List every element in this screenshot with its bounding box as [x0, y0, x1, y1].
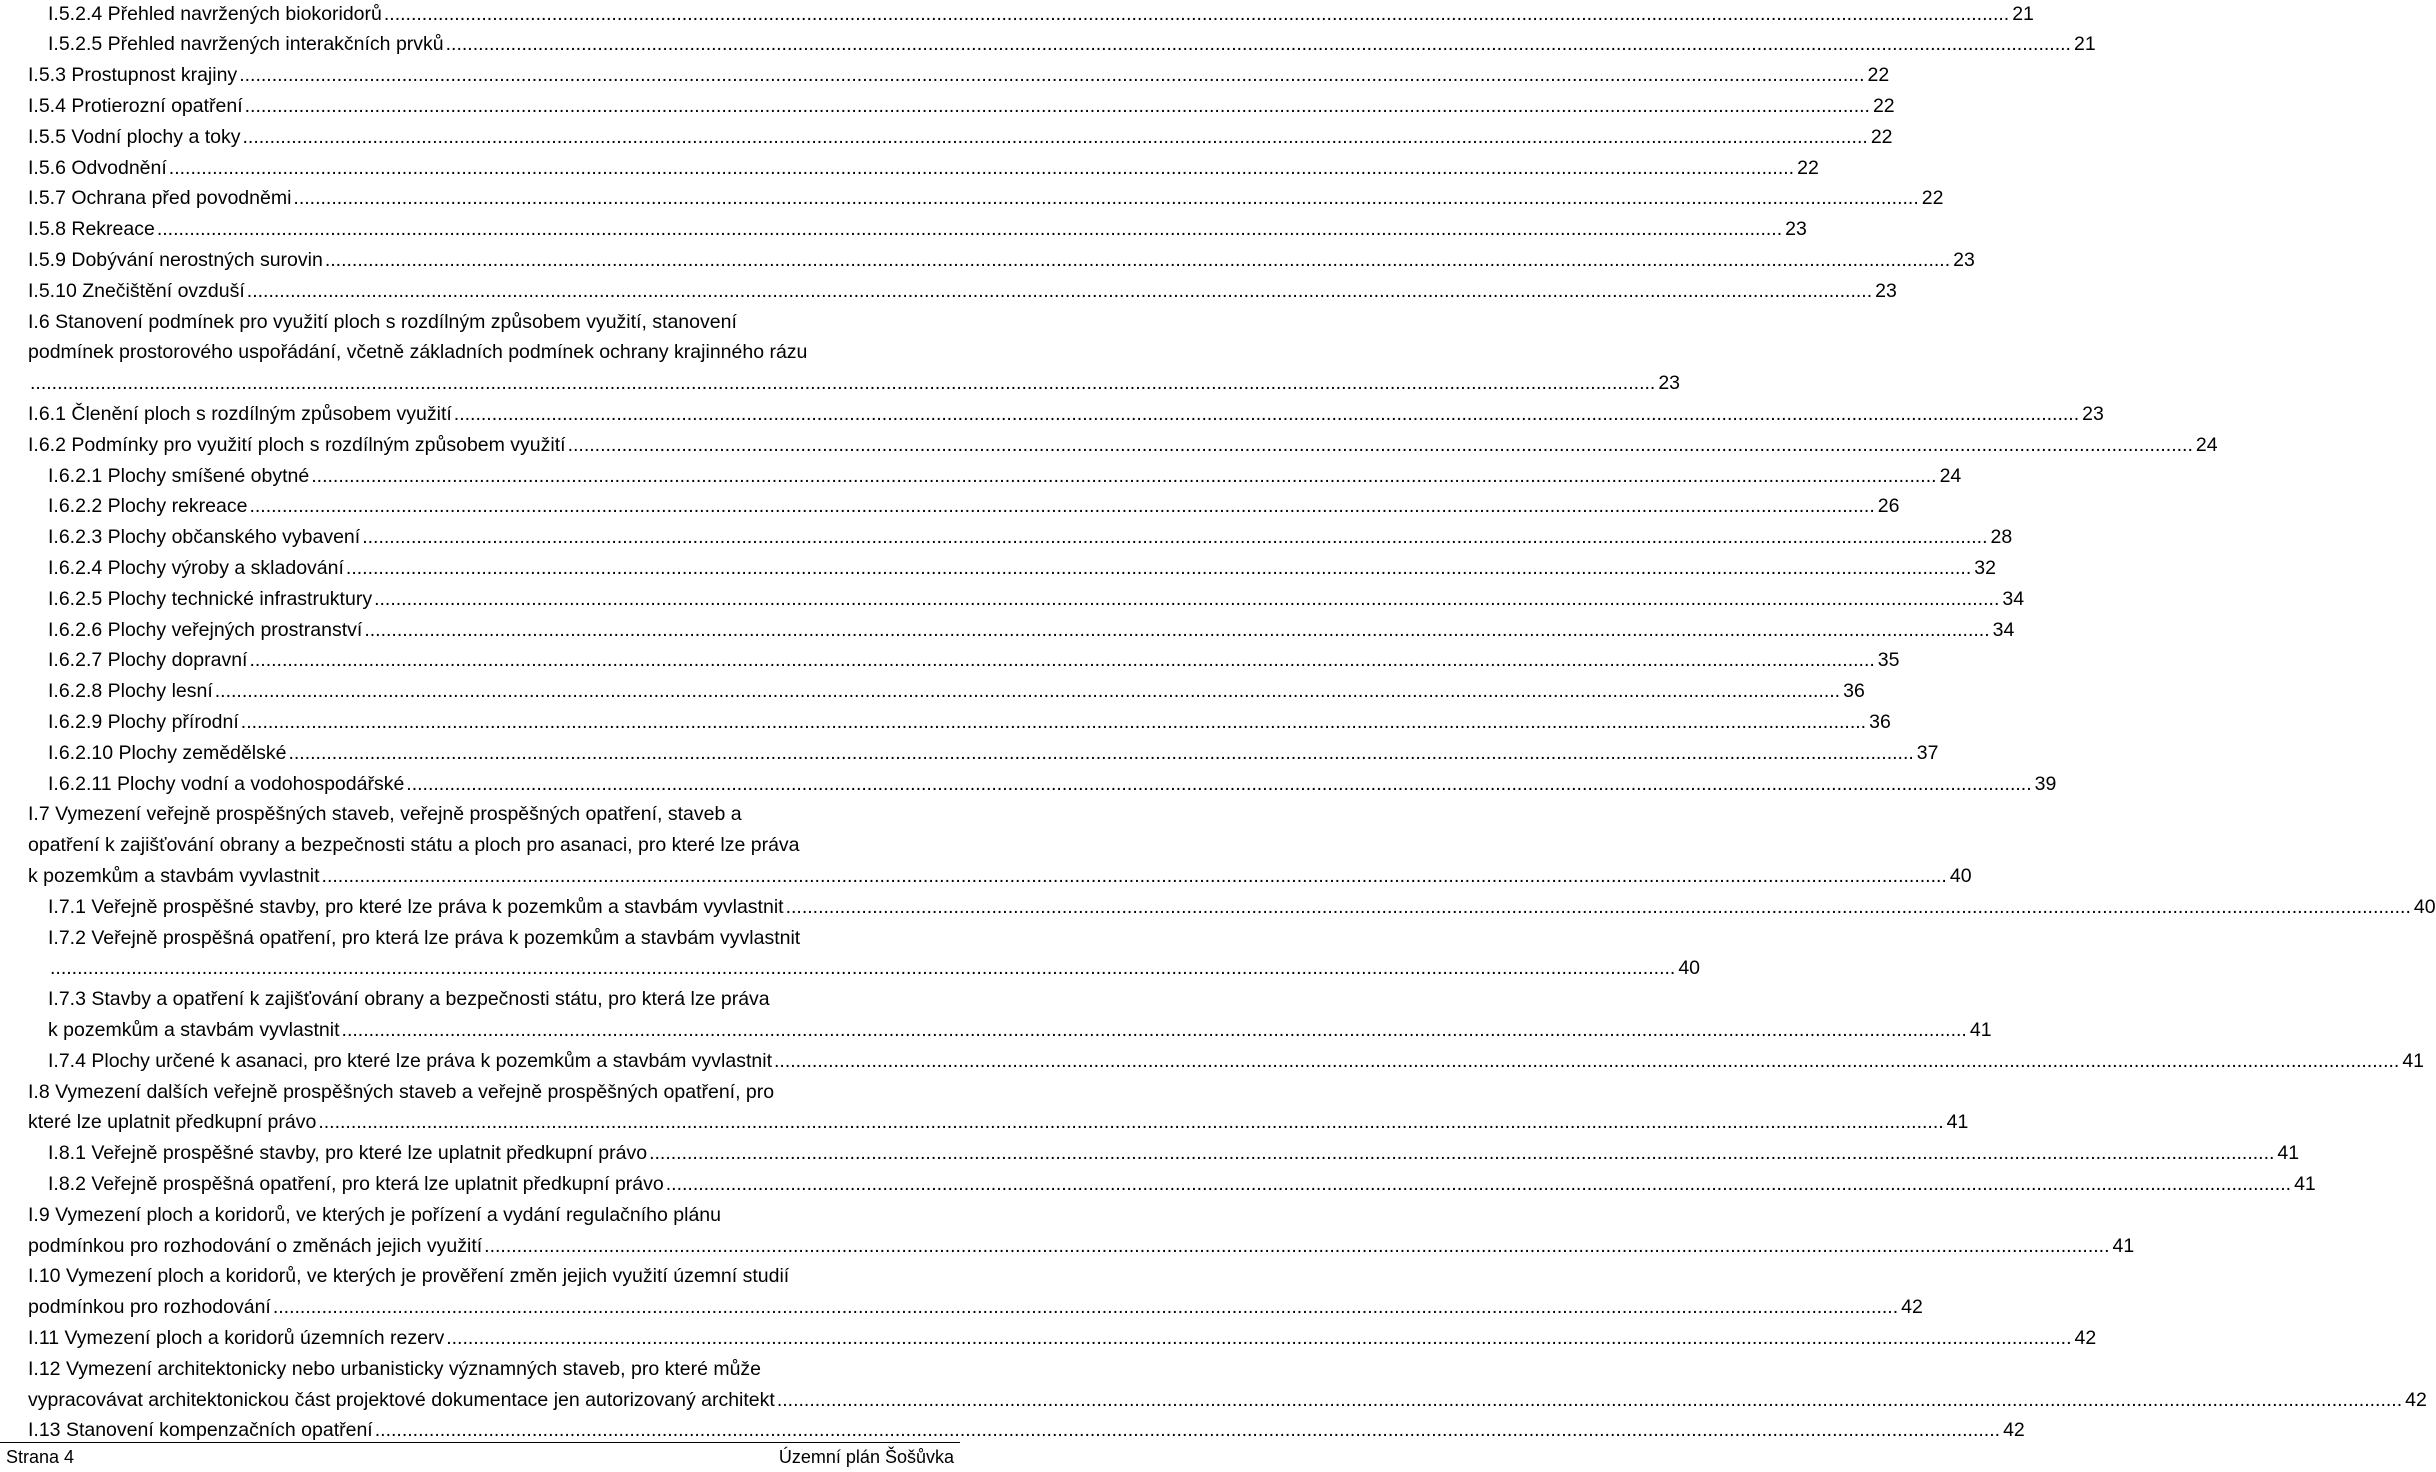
toc-entry-title: I.7.2 Veřejně prospěšná opatření, pro která lze práva k pozemkům a stavbám vyvlastnit [48, 926, 801, 949]
toc-page-number: 34 [2002, 587, 2025, 610]
toc-entry-text-line [28, 337, 955, 368]
toc-page-number: 32 [1974, 556, 1996, 579]
toc-entry[interactable] [28, 214, 1807, 245]
dot-leader: ............................................................................................................................................................................................................................................................................................................ [324, 248, 1951, 271]
toc-entry[interactable] [48, 1169, 2316, 1200]
toc-entry-title: k pozemkům a stavbám vyvlastnit [48, 1018, 340, 1041]
toc-entry-title: I.7 Vymezení veřejně prospěšných staveb, veřejně prospěšných opatření, staveb a [28, 803, 742, 826]
toc-entry-title: I.5.6 Odvodnění [28, 156, 167, 179]
toc-page-number: 40 [2413, 895, 2436, 918]
dot-leader: ............................................................................................................................................................................................................................................................................................................ [364, 618, 1990, 641]
toc-entry[interactable] [48, 522, 2013, 553]
toc-entry[interactable] [28, 245, 1975, 276]
toc-page-number: 21 [2073, 33, 2096, 56]
toc-page-number: 35 [1877, 649, 1900, 672]
toc-entry[interactable] [48, 676, 1865, 707]
toc-entry[interactable] [28, 1323, 2097, 1354]
toc-entry-title: I.5.9 Dobývání nerostných surovin [28, 248, 323, 271]
toc-entry-text-line [28, 799, 955, 830]
toc-entry-title: I.6.2.7 Plochy dopravní [48, 649, 248, 672]
toc-entry-title: I.6.2.1 Plochy smíšené obytné [48, 464, 310, 487]
dot-leader: ............................................................................................................................................................................................................................................................................................................ [156, 218, 1783, 241]
toc-entry[interactable] [28, 430, 2218, 461]
dot-leader: ............................................................................................................................................................................................................................................................................................................ [362, 526, 1988, 549]
toc-page-number: 41 [2402, 1049, 2425, 1072]
dot-leader: ............................................................................................................................................................................................................................................................................................................ [249, 495, 1875, 518]
dot-leader: ............................................................................................................................................................................................................................................................................................................ [665, 1172, 2292, 1195]
toc-page-number: 22 [1872, 94, 1895, 117]
toc-entry[interactable] [48, 953, 1701, 984]
toc-entry-title: které lze uplatnit předkupní právo [28, 1111, 317, 1134]
toc-entry-title: I.6.2.3 Plochy občanského vybavení [48, 526, 361, 549]
toc-entry[interactable] [48, 553, 1996, 584]
toc-entry[interactable] [48, 1046, 2425, 1077]
toc-entry[interactable] [48, 738, 1939, 769]
toc-entry[interactable] [48, 645, 1900, 676]
toc-entry-title: I.8.1 Veřejně prospěšné stavby, pro které lze uplatnit předkupní právo [48, 1142, 648, 1165]
dot-leader: ............................................................................................................................................................................................................................................................................................................ [374, 587, 2000, 610]
toc-page-number: 22 [1797, 156, 1819, 179]
dot-leader: ............................................................................................................................................................................................................................................................................................................ [785, 895, 2411, 918]
dot-leader: ............................................................................................................................................................................................................................................................................................................ [288, 741, 1914, 764]
dot-leader: ............................................................................................................................................................................................................................................................................................................ [50, 957, 1676, 980]
toc-page-number: 42 [2405, 1388, 2427, 1411]
toc-entry[interactable] [48, 584, 2025, 615]
toc-entry[interactable] [48, 0, 2034, 30]
toc-entry[interactable] [28, 91, 1895, 122]
toc-page-number: 24 [1939, 464, 1962, 487]
toc-page-number: 36 [1869, 710, 1891, 733]
toc-entry[interactable] [48, 491, 1900, 522]
toc-page-number: 28 [1990, 526, 2013, 549]
toc-entry-title: I.7.4 Plochy určené k asanaci, pro které lze práva k pozemkům a stavbám vyvlastnit [48, 1049, 772, 1072]
toc-page-number: 41 [2294, 1172, 2316, 1195]
toc-entry[interactable] [48, 461, 1962, 492]
toc-entry[interactable] [28, 1231, 2135, 1262]
page-number-label: Strana 4 [6, 1447, 75, 1467]
dot-leader: ............................................................................................................................................................................................................................................................................................................ [239, 64, 1865, 87]
toc-entry-title: I.5.8 Rekreace [28, 218, 155, 241]
toc-page-number: 41 [2277, 1142, 2300, 1165]
toc-entry-title: I.13 Stanovení kompenzačních opatření [28, 1419, 373, 1442]
toc-entry-title: I.5.3 Prostupnost krajiny [28, 64, 238, 87]
toc-entry-text-line [28, 1261, 955, 1292]
toc-page-number: 36 [1843, 680, 1865, 703]
toc-entry-title: I.8.2 Veřejně prospěšná opatření, pro která lze uplatnit předkupní právo [48, 1172, 664, 1195]
toc-page-number: 23 [1658, 372, 1681, 395]
toc-entry[interactable] [28, 183, 1944, 214]
toc-entry[interactable] [28, 1107, 1969, 1138]
toc-page-number: 34 [1992, 618, 2015, 641]
dot-leader: ............................................................................................................................................................................................................................................................................................................ [484, 1234, 2110, 1257]
dot-leader: ............................................................................................................................................................................................................................................................................................................ [383, 2, 2010, 25]
toc-entry-title: I.6.1 Členění ploch s rozdílným způsobem využití [28, 402, 452, 425]
toc-entry[interactable] [28, 1292, 1923, 1323]
toc-entry[interactable] [28, 122, 1893, 153]
toc-entry-text-line [28, 1077, 955, 1108]
toc-page-number: 24 [2195, 433, 2218, 456]
toc-entry[interactable] [28, 399, 2104, 430]
toc-entry[interactable] [28, 153, 1819, 184]
toc-entry-text-line [28, 307, 955, 338]
toc-page-number: 23 [2082, 402, 2104, 425]
toc-entry-title: I.7.3 Stavby a opatření k zajišťování obrany a bezpečnosti státu, pro která lze práva [48, 988, 770, 1011]
toc-page-number: 23 [1953, 248, 1975, 271]
dot-leader: ............................................................................................................................................................................................................................................................................................................ [293, 187, 1919, 210]
toc-page-number: 40 [1949, 864, 1972, 887]
toc-entry[interactable] [48, 29, 2096, 60]
toc-entry-title: I.6.2.5 Plochy technické infrastruktury [48, 587, 373, 610]
toc-entry[interactable] [48, 1138, 2300, 1169]
toc-entry-text-line [28, 1354, 955, 1385]
dot-leader: ............................................................................................................................................................................................................................................................................................................ [214, 680, 1841, 703]
dot-leader: ............................................................................................................................................................................................................................................................................................................ [567, 433, 2193, 456]
toc-page-number: 26 [1877, 495, 1900, 518]
toc-entry-title: vypracovávat architektonickou část projektové dokumentace jen autorizovaný architekt [28, 1388, 775, 1411]
toc-entry-text-line [28, 830, 955, 861]
toc-entry-title: I.11 Vymezení ploch a koridorů územních rezerv [28, 1326, 445, 1349]
dot-leader: ............................................................................................................................................................................................................................................................................................................ [446, 1326, 2072, 1349]
toc-entry-title: podmínek prostorového uspořádání, včetně základních podmínek ochrany krajinného rázu [28, 341, 808, 364]
toc-entry-title: I.5.7 Ochrana před povodněmi [28, 187, 292, 210]
toc-entry-title: podmínkou pro rozhodování [28, 1296, 271, 1319]
toc-page-number: 39 [2034, 772, 2057, 795]
document-title: Územní plán Šošůvka [778, 1447, 954, 1467]
dot-leader: ............................................................................................................................................................................................................................................................................................................ [341, 1018, 1967, 1041]
toc-entry-title: I.8 Vymezení dalších veřejně prospěšných staveb a veřejně prospěšných opatření, pro [28, 1080, 775, 1103]
toc-entry[interactable] [48, 892, 2436, 923]
toc-page-number: 23 [1875, 279, 1897, 302]
toc-entry-title: I.7.1 Veřejně prospěšné stavby, pro které lze práva k pozemkům a stavbám vyvlastnit [48, 895, 784, 918]
toc-entry[interactable] [28, 60, 1890, 91]
dot-leader: ............................................................................................................................................................................................................................................................................................................ [406, 772, 2032, 795]
toc-entry-title: I.6.2 Podmínky pro využití ploch s rozdílným způsobem využití [28, 433, 566, 456]
toc-entry-title: I.6.2.4 Plochy výroby a skladování [48, 556, 344, 579]
dot-leader: ............................................................................................................................................................................................................................................................................................................ [240, 710, 1867, 733]
toc-page-number: 22 [1921, 187, 1944, 210]
dot-leader: ............................................................................................................................................................................................................................................................................................................ [242, 125, 1868, 148]
dot-leader: ............................................................................................................................................................................................................................................................................................................ [30, 372, 1656, 395]
toc-page-number: 21 [2012, 2, 2034, 25]
dot-leader: ............................................................................................................................................................................................................................................................................................................ [321, 864, 1947, 887]
toc-entry[interactable] [28, 276, 1897, 307]
dot-leader: ............................................................................................................................................................................................................................................................................................................ [272, 1296, 1899, 1319]
dot-leader: ............................................................................................................................................................................................................................................................................................................ [244, 94, 1870, 117]
toc-entry[interactable] [28, 1385, 2427, 1416]
toc-entry-title: I.6 Stanovení podmínek pro využití ploch s rozdílným způsobem využití, stanovení [28, 310, 737, 333]
toc-entry-title: I.5.10 Znečištění ovzduší [28, 279, 245, 302]
toc-page-number: 22 [1870, 125, 1893, 148]
dot-leader: ............................................................................................................................................................................................................................................................................................................ [374, 1419, 2001, 1442]
dot-leader: ............................................................................................................................................................................................................................................................................................................ [774, 1049, 2400, 1072]
toc-entry[interactable] [48, 615, 2015, 646]
toc-entry[interactable] [28, 368, 1681, 399]
toc-entry-title: I.6.2.2 Plochy rekreace [48, 495, 248, 518]
toc-entry-text-line [48, 984, 955, 1015]
dot-leader: ............................................................................................................................................................................................................................................................................................................ [649, 1142, 2275, 1165]
toc-entry[interactable] [48, 1015, 1992, 1046]
dot-leader: ............................................................................................................................................................................................................................................................................................................ [345, 556, 1972, 579]
toc-page-number: 37 [1916, 741, 1939, 764]
toc-page-number: 22 [1867, 64, 1890, 87]
toc-entry-title: I.5.4 Protierozní opatření [28, 94, 243, 117]
toc-entry-title: opatření k zajišťování obrany a bezpečnosti státu a ploch pro asanaci, pro které lze práva [28, 834, 800, 857]
toc-entry-title: I.12 Vymezení architektonicky nebo urbanisticky významných staveb, pro které může [28, 1357, 762, 1380]
toc-entry-title: I.5.2.4 Přehled navržených biokoridorů [48, 2, 382, 25]
toc-page-number: 42 [2003, 1419, 2025, 1442]
toc-entry-title: I.6.2.10 Plochy zemědělské [48, 741, 287, 764]
toc-page-number: 41 [1946, 1111, 1969, 1134]
toc-entry-title: k pozemkům a stavbám vyvlastnit [28, 864, 320, 887]
toc-page-number: 42 [1901, 1296, 1923, 1319]
toc-entry-title: I.10 Vymezení ploch a koridorů, ve kterých je prověření změn jejich využití územní studií [28, 1265, 790, 1288]
toc-page-number: 41 [1969, 1018, 1992, 1041]
dot-leader: ............................................................................................................................................................................................................................................................................................................ [318, 1111, 1944, 1134]
dot-leader: ............................................................................................................................................................................................................................................................................................................ [168, 156, 1795, 179]
toc-page-number: 42 [2074, 1326, 2097, 1349]
toc-entry-title: podmínkou pro rozhodování o změnách jejich využití [28, 1234, 483, 1257]
toc-entry[interactable] [28, 861, 1972, 892]
toc-entry-title: I.6.2.6 Plochy veřejných prostranství [48, 618, 363, 641]
dot-leader: ............................................................................................................................................................................................................................................................................................................ [249, 649, 1875, 672]
dot-leader: ............................................................................................................................................................................................................................................................................................................ [246, 279, 1873, 302]
toc-entry-title: I.5.5 Vodní plochy a toky [28, 125, 241, 148]
toc-entry-text-line [28, 1200, 955, 1231]
toc-entry-title: I.6.2.8 Plochy lesní [48, 680, 213, 703]
toc-entry[interactable] [48, 707, 1891, 738]
toc-entry-title: I.5.2.5 Přehled navržených interakčních prvků [48, 33, 444, 56]
page-footer [0, 1442, 960, 1472]
toc-entry-title: I.6.2.11 Plochy vodní a vodohospodářské [48, 772, 405, 795]
dot-leader: ............................................................................................................................................................................................................................................................................................................ [445, 33, 2071, 56]
dot-leader: ............................................................................................................................................................................................................................................................................................................ [311, 464, 1937, 487]
dot-leader: ............................................................................................................................................................................................................................................................................................................ [453, 402, 2080, 425]
toc-page-number: 40 [1678, 957, 1701, 980]
toc-entry-text-line [48, 923, 955, 954]
toc-entry[interactable] [48, 769, 2057, 800]
toc-entry-title: I.9 Vymezení ploch a koridorů, ve kterých je pořízení a vydání regulačního plánu [28, 1203, 722, 1226]
dot-leader: ............................................................................................................................................................................................................................................................................................................ [776, 1388, 2403, 1411]
toc-page-number: 41 [2112, 1234, 2135, 1257]
toc-entry-title: I.6.2.9 Plochy přírodní [48, 710, 239, 733]
toc-page-number: 23 [1785, 218, 1807, 241]
